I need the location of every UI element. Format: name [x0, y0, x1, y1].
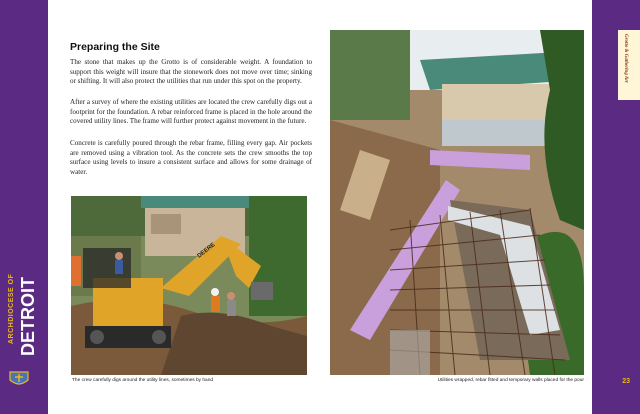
caption-right: Utilities wrapped, rebar fitted and temporary walls placed for the pour — [437, 378, 584, 383]
paragraph-1: The stone that makes up the Grotto is of considerable weight. A foundation to support this weight will insure that the stonework does not move over time; sinking or shifting. It will also protect the utilities that run under this spot on the property. — [70, 58, 312, 86]
archdiocese-logo — [0, 273, 48, 394]
paragraph-2: After a survey of where the existing utilities are located the crew carefully digs out a footprint for the foundation. A rebar reinforced frame is placed in the hole around the covered utility lines. The frame will further protect against movement in the future. — [70, 98, 312, 126]
excavator-brand: DEERE — [196, 242, 217, 260]
section-tab — [618, 30, 640, 100]
section-tab-label: Grotto & Gathering Art — [623, 34, 628, 83]
logo-line-1: ARCHDIOCESE OF — [8, 273, 15, 344]
page-number: 23 — [622, 378, 630, 385]
right-page — [320, 0, 592, 414]
left-page — [48, 0, 320, 414]
paragraph-3: Concrete is carefully poured through the rebar frame, filling every gap. Air pockets are removed using a vibration tool. As the concrete sets the crew smooths the top surface using levels to insure a consistent surface and allows for some drainage of water. — [70, 139, 312, 176]
left-purple-band — [0, 0, 48, 414]
caption-left: The crew carefully digs around the utility lines, sometimes by hand — [72, 378, 214, 383]
excavation-photo — [71, 196, 307, 375]
rebar-frame-photo — [330, 30, 584, 375]
logo-line-2: DETROIT — [18, 277, 38, 356]
page-heading: Preparing the Site — [70, 41, 160, 53]
right-purple-band — [592, 0, 640, 414]
crest-icon — [8, 370, 30, 388]
